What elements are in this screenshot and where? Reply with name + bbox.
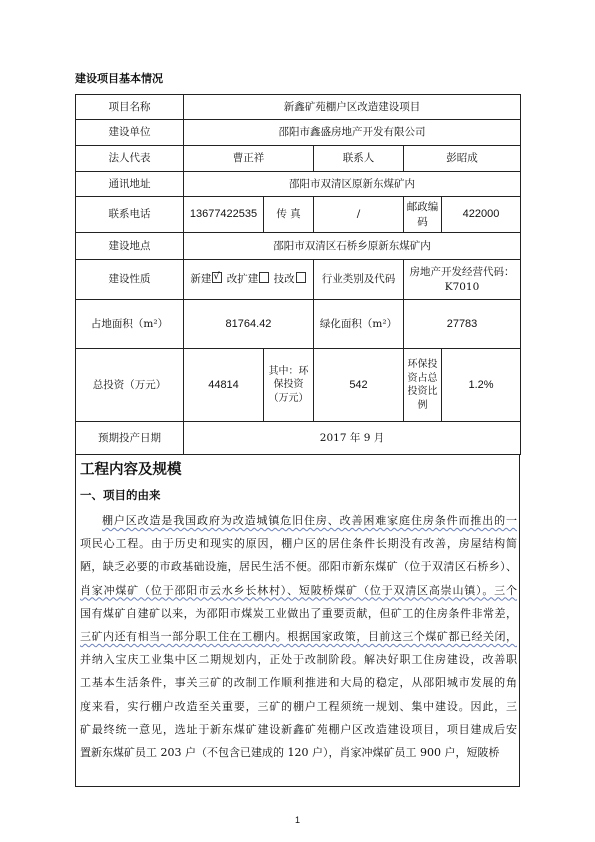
nature-expand-label: 改扩建 — [226, 273, 259, 286]
area-label: 占地面积（m²） — [76, 300, 184, 349]
postcode-label: 邮政编码 — [404, 197, 442, 233]
nature-options — [184, 260, 314, 300]
table-row — [76, 197, 521, 233]
env-ratio-value: 1.2% — [442, 349, 521, 422]
industry-label: 行业类别及代码 — [314, 260, 404, 300]
table-row — [76, 120, 521, 146]
postcode-value: 422000 — [442, 197, 521, 233]
paragraph-line: 度来看，实行棚户改造至关重要，三矿的棚户工程须统一规划、集中建设。因此，三 — [80, 699, 517, 713]
paragraph-line: 陋，缺乏必要的市政基础设施，居民生活不便。邵阳市新东煤矿（位于双清区石桥乡）、 — [80, 560, 517, 574]
table-row — [76, 300, 521, 349]
address-label: 通讯地址 — [76, 172, 184, 197]
nature-new-checkbox[interactable] — [212, 272, 222, 283]
section-title: 建设项目基本情况 — [75, 72, 163, 85]
table-row — [76, 95, 521, 120]
nature-tech-label: 技改 — [273, 273, 295, 286]
builder-label: 建设单位 — [76, 120, 184, 146]
project-info-table — [75, 94, 521, 455]
env-invest-value: 542 — [314, 349, 404, 422]
green-value: 27783 — [404, 300, 521, 349]
phone-label: 联系电话 — [76, 197, 184, 233]
paragraph-line: 置新东煤矿员工 203 户（不包含已建成的 120 户），肖家冲煤矿员工 900 户，短陂桥 — [80, 745, 500, 759]
table-row — [76, 233, 521, 260]
fax-value: / — [314, 197, 404, 233]
paragraph-line: 国有煤矿自建矿以来，为邵阳市煤炭工业做出了重要贡献，但矿工的住房条件非常差， — [80, 606, 517, 620]
origin-paragraph — [80, 509, 517, 764]
table-row — [76, 422, 521, 455]
project-name-label: 项目名称 — [76, 95, 184, 120]
legal-rep-label: 法人代表 — [76, 146, 184, 172]
table-row — [76, 172, 521, 197]
phone-value: 13677422535 — [184, 197, 264, 233]
paragraph-line: 三矿内还有相当一部分职工住在工棚内。根据国家政策，目前这三个煤矿都已经关闭， — [80, 629, 517, 643]
legal-rep-value: 曹正祥 — [184, 146, 314, 172]
nature-tech-checkbox[interactable] — [296, 272, 306, 283]
env-invest-label: 其中：环保投资（万元） — [264, 349, 314, 422]
area-value: 81764.42 — [184, 300, 314, 349]
paragraph-line: 并纳入宝庆工业集中区二期规划内，正处于改制阶段。解决好职工住房建设，改善职 — [80, 653, 517, 667]
content-subheading: 一、项目的由来 — [80, 488, 161, 502]
green-label: 绿化面积（m²） — [314, 300, 404, 349]
paragraph-line: 棚户区改造是我国政府为改造城镇危旧住房、改善困难家庭住房条件而推出的一 — [102, 514, 517, 527]
invest-value: 44814 — [184, 349, 264, 422]
address-value: 邵阳市双清区原新东煤矿内 — [184, 172, 521, 197]
table-row — [76, 349, 521, 422]
nature-new-label: 新建 — [190, 273, 212, 286]
paragraph-line: 项民心工程。由于历史和现实的原因，棚户区的居住条件长期没有改善，房屋结构简 — [80, 537, 517, 551]
nature-expand-checkbox[interactable] — [259, 272, 269, 283]
env-ratio-label: 环保投资占总投资比例 — [404, 349, 442, 422]
builder-value: 邵阳市鑫盛房地产开发有限公司 — [184, 120, 521, 146]
paragraph-line: 矿最终统一意见，选址于新东煤矿建设新鑫矿苑棚户区改造建设项目，项目建成后安 — [80, 722, 517, 736]
page-number: 1 — [294, 815, 300, 825]
site-value: 邵阳市双清区石桥乡原新东煤矿内 — [184, 233, 521, 260]
paragraph-line: 肖家冲煤矿（位于邵阳市云水乡长林村）、短陂桥煤矿（位于双清区高崇山镇）。三个 — [80, 583, 517, 597]
industry-value: 房地产开发经营代码：K7010 — [404, 260, 521, 300]
table-row — [76, 146, 521, 172]
date-value: 2017 年 9 月 — [184, 422, 521, 455]
paragraph-line: 工基本生活条件，事关三矿的改制工作顺利推进和大局的稳定，从邵阳城市发展的角 — [80, 676, 517, 690]
invest-label: 总投资（万元） — [76, 349, 184, 422]
content-heading: 工程内容及规模 — [80, 462, 182, 478]
contact-value: 彭昭成 — [404, 146, 521, 172]
table-row — [76, 260, 521, 300]
nature-label: 建设性质 — [76, 260, 184, 300]
contact-label: 联系人 — [314, 146, 404, 172]
project-name-value: 新鑫矿苑棚户区改造建设项目 — [184, 95, 521, 120]
fax-label: 传 真 — [264, 197, 314, 233]
date-label: 预期投产日期 — [76, 422, 184, 455]
site-label: 建设地点 — [76, 233, 184, 260]
